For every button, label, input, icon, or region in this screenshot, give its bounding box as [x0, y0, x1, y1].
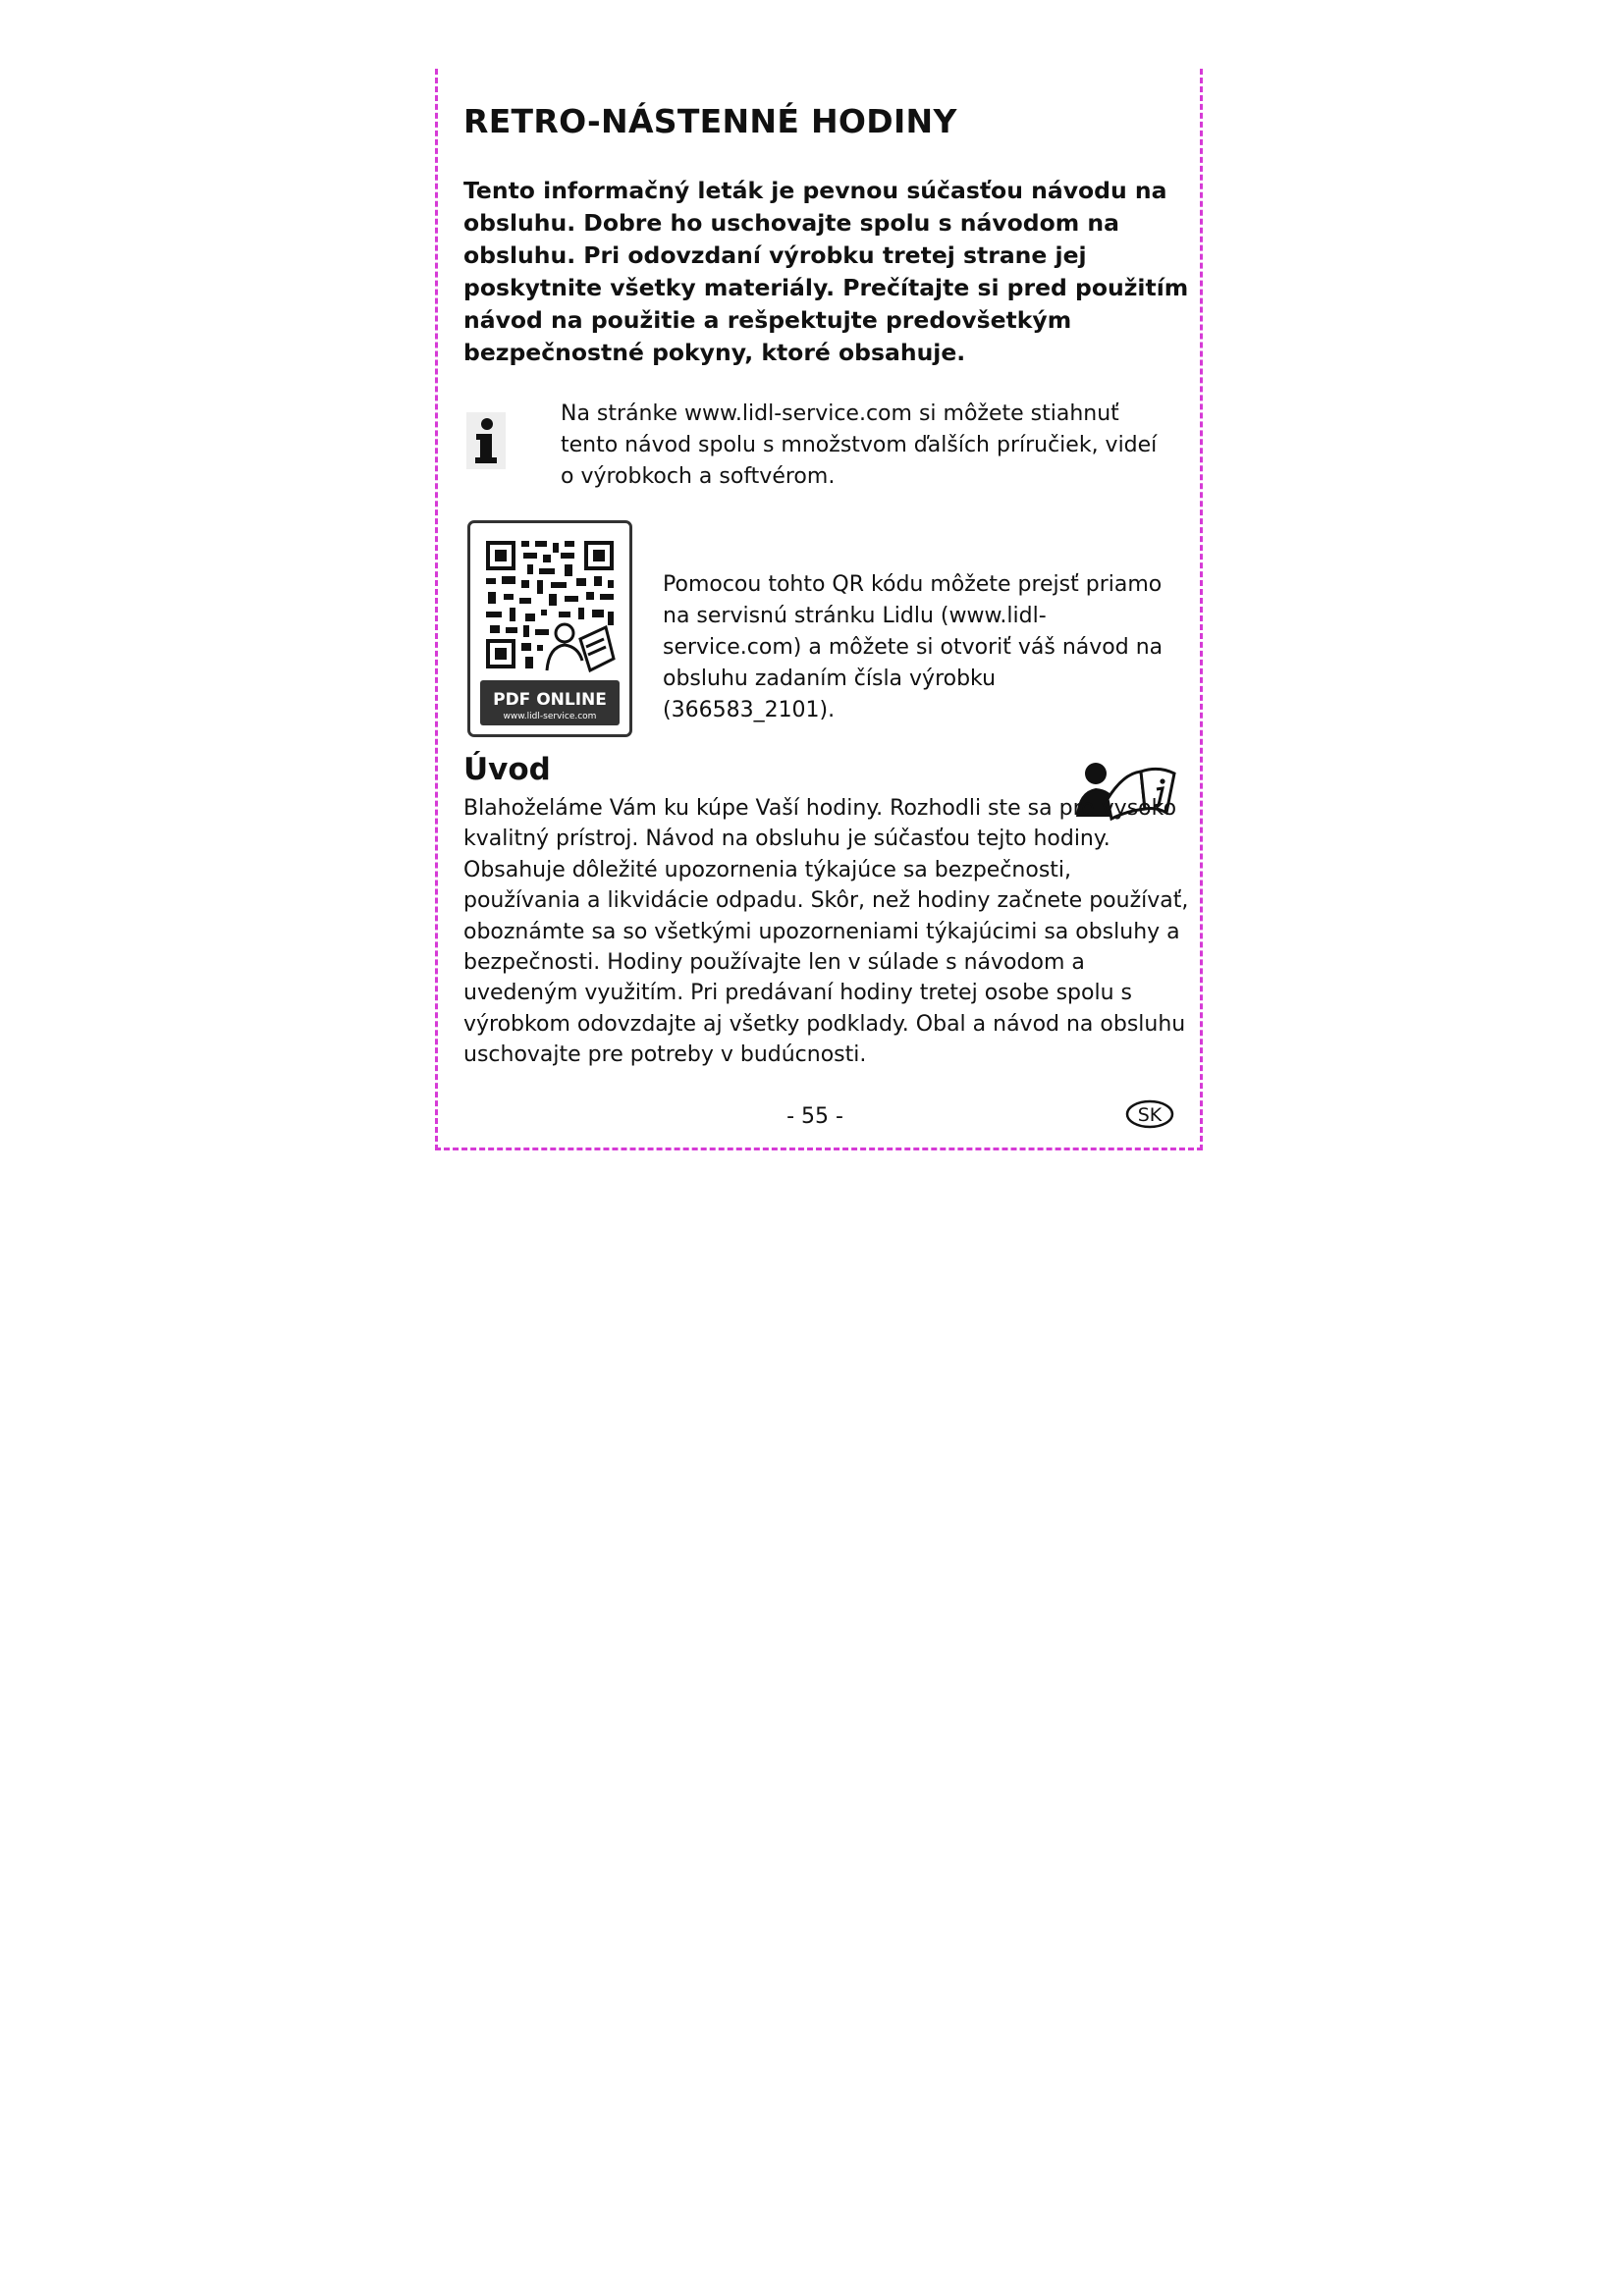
section-body: Blahoželáme Vám ku kúpe Vaší hodiny. Rozhodli ste sa pre vysoko kvalitný prístroj. Návod na obsluhu je súčasťou tejto hodiny. Obsahuje dôležité upozornenia týkajúce sa bezpečnosti, používania a likvidácie odpadu. Skôr, než hodiny začnete používať, oboznámte sa so všetkými upozorneniami týkajúcimi sa obsluhy a bezpečnosti. Hodiny používajte len v súlade s návodom a uvedeným využitím. Pri predávaní hodiny tretej osobe spolu s výrobkom odovzdajte aj všetky podklady. Obal a návod na obsluhu uschovajte pre potreby v budúcnosti. — [463, 796, 1189, 1068]
section-title: Úvod — [463, 752, 551, 787]
qr-url: www.lidl-service.com — [503, 712, 597, 721]
info-text: Na stránke www.lidl-service.com si môžete stiahnuť tento návod spolu s množstvom ďalších príručiek, videí o výrobkoch a softvérom. — [561, 401, 1158, 489]
qr-description: Pomocou tohto QR kódu môžete prejsť priamo na servisnú stránku Lidlu (www.lidl-service.com) a môžete si otvoriť váš návod na obsluhu zadaním čísla výrobku (366583_2101). — [663, 572, 1164, 722]
qr-code-icon — [470, 523, 629, 734]
qr-code-box[interactable] — [467, 520, 632, 737]
info-icon — [466, 412, 506, 469]
qr-label: PDF ONLINE — [493, 690, 607, 710]
page-number: - 55 - — [786, 1104, 843, 1129]
language-badge — [1125, 1099, 1174, 1129]
intro-notice: Tento informačný leták je pevnou súčasťou návodu na obsluhu. Dobre ho uschovajte spolu s návodom na obsluhu. Pri odovzdaní výrobku tretej strane jej poskytnite všetky materiály. Prečítajte si pred použitím návod na použitie a rešpektujte predovšetkým bezpečnostné pokyny, ktoré obsahuje. — [463, 177, 1189, 366]
document-title: RETRO-NÁSTENNÉ HODINY — [463, 102, 957, 140]
language-code: SK — [1137, 1104, 1163, 1126]
